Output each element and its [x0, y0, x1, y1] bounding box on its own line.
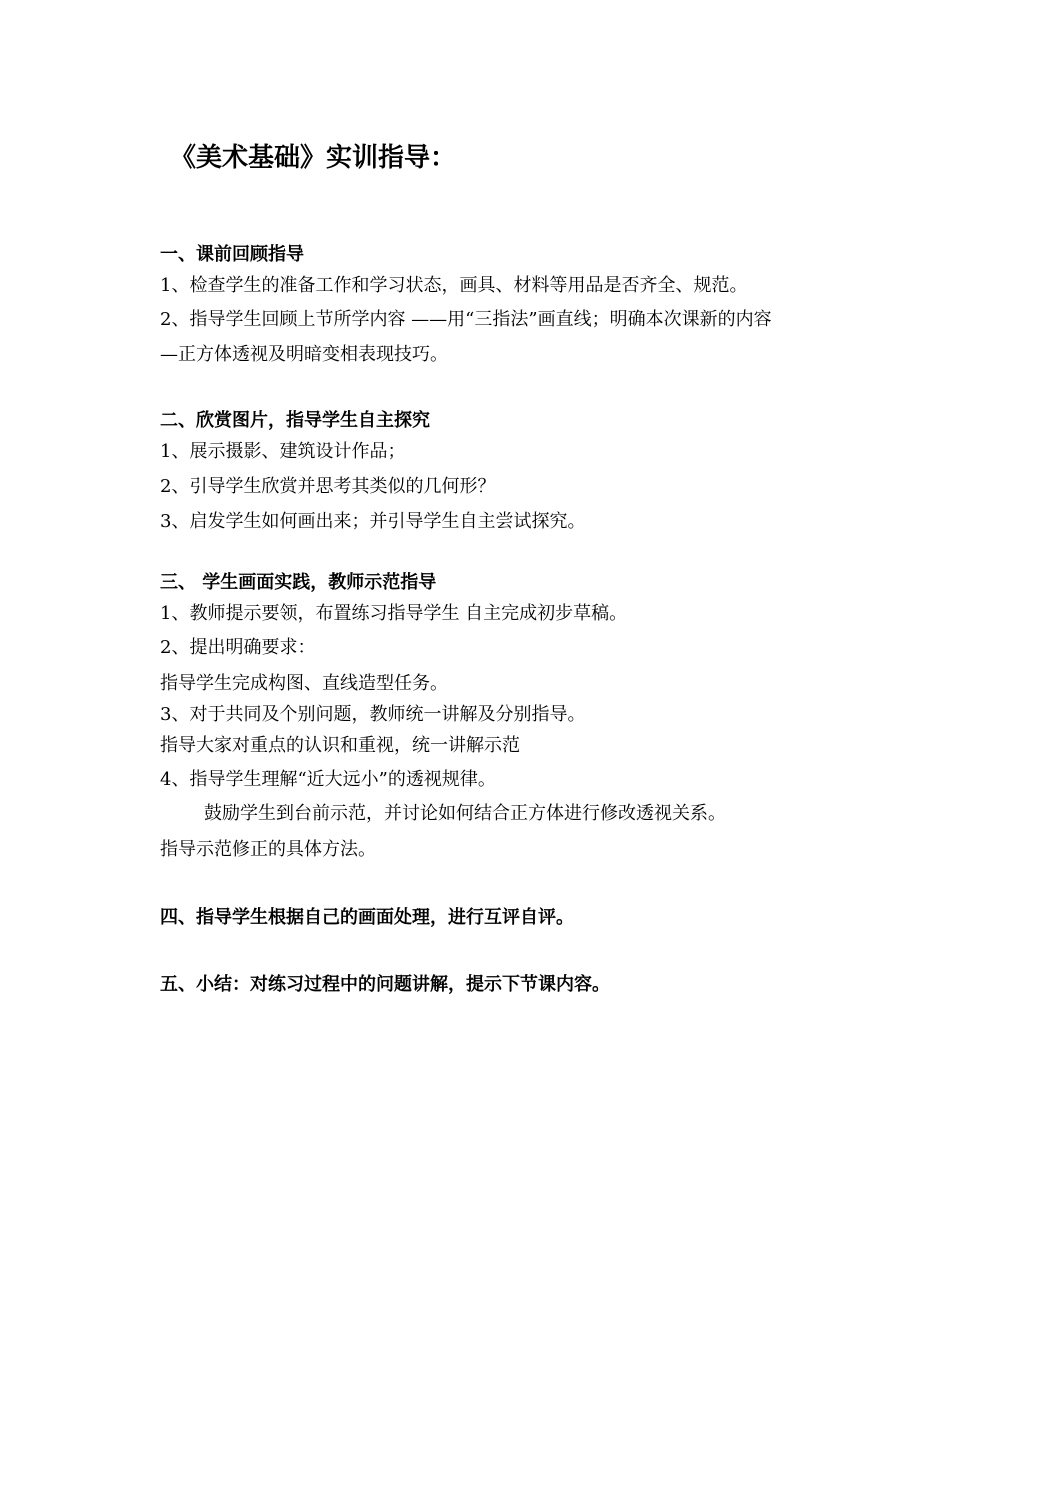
- section-3-item-4: 4、指导学生理解“近大远小”的透视规律。: [160, 769, 496, 790]
- section-3-item-2-detail: 指导学生完成构图、直线造型任务。: [160, 673, 448, 694]
- section-3-item-4-method: 指导示范修正的具体方法。: [160, 839, 376, 860]
- section-2-heading: 二、欣赏图片，指导学生自主探究: [160, 410, 430, 431]
- section-3-item-3-detail: 指导大家对重点的认识和重视，统一讲解示范: [160, 735, 520, 756]
- section-3-item-1: 1、教师提示要领，布置练习指导学生 自主完成初步草稿。: [160, 603, 628, 624]
- section-3-item-4-detail: 鼓励学生到台前示范，并讨论如何结合正方体进行修改透视关系。: [204, 803, 726, 824]
- section-2-item-2: 2、引导学生欣赏并思考其类似的几何形？: [160, 476, 496, 497]
- document-title: 《美术基础》实训指导：: [170, 143, 457, 173]
- section-1-heading: 一、课前回顾指导: [160, 244, 304, 265]
- section-2-item-1: 1、展示摄影、建筑设计作品；: [160, 441, 406, 462]
- section-3-item-2: 2、提出明确要求：: [160, 637, 316, 658]
- section-1-item-2: 2、指导学生回顾上节所学内容 ——用“三指法”画直线；明确本次课新的内容: [160, 309, 772, 330]
- section-3-item-3: 3、对于共同及个别问题，教师统一讲解及分别指导。: [160, 704, 586, 725]
- section-1-item-2-continued: —正方体透视及明暗变相表现技巧。: [160, 344, 448, 365]
- section-5-heading: 五、小结：对练习过程中的问题讲解，提示下节课内容。: [160, 974, 610, 995]
- section-4-heading: 四、指导学生根据自己的画面处理，进行互评自评。: [160, 907, 574, 928]
- section-2-item-3: 3、启发学生如何画出来；并引导学生自主尝试探究。: [160, 511, 586, 532]
- section-1-item-1: 1、检查学生的准备工作和学习状态，画具、材料等用品是否齐全、规范。: [160, 275, 748, 296]
- section-3-heading: 三、 学生画面实践，教师示范指导: [160, 572, 437, 593]
